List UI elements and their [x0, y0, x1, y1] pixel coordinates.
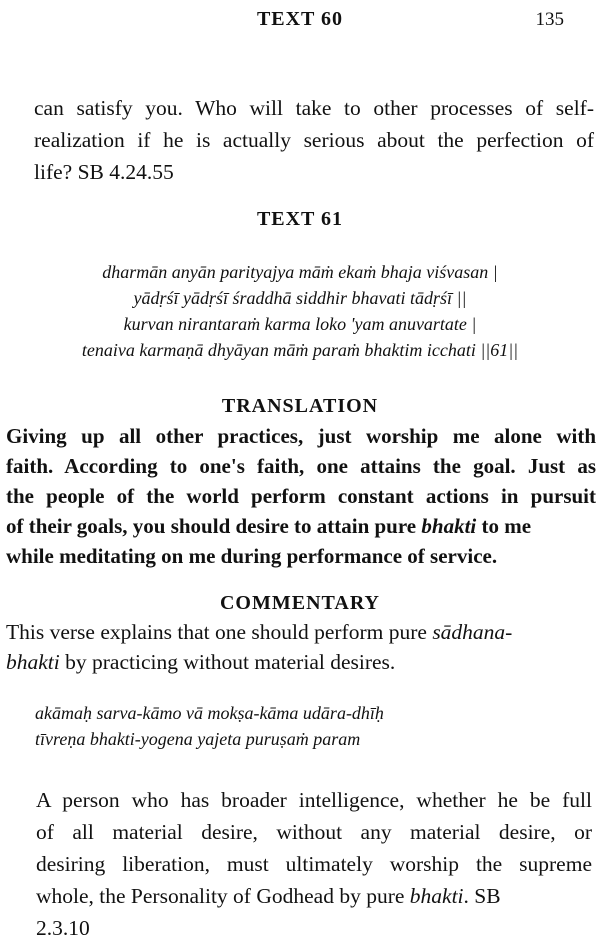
commentary-text: This verse explains that one should perform pure	[6, 620, 433, 644]
commentary-line	[6, 617, 596, 647]
verse-line: dharmān anyān parityajya māṁ ekaṁ bhaja viśvasan |	[102, 262, 498, 282]
commentary-paragraph	[6, 617, 596, 677]
verse-line: yādṛśī yādṛśī śraddhā siddhir bhavati tādṛśī ||	[133, 288, 467, 308]
running-head	[0, 8, 600, 38]
quote-line: akāmaḥ sarva-kāmo vā mokṣa-kāma udāra-dhīḥ	[35, 703, 384, 723]
bhakti-term: bhakti	[6, 650, 60, 674]
continuation-paragraph	[34, 92, 594, 188]
verse-line: tenaiva karmaṇā dhyāyan māṁ paraṁ bhaktim icchati ||61||	[81, 340, 519, 360]
translation-line: faith. According to one's faith, one attains the goal. Just as	[6, 454, 596, 478]
translation-line	[6, 511, 596, 541]
paragraph-line: life? SB 4.24.55	[34, 160, 174, 184]
closing-text: whole, the Personality of Godhead by pure	[36, 884, 410, 908]
closing-line	[36, 880, 592, 912]
translation-line: the people of the world perform constant actions in pursuit	[6, 484, 596, 508]
sadhana-term: sādhana-	[432, 620, 513, 644]
closing-text: . SB	[463, 884, 501, 908]
commentary-heading: COMMENTARY	[219, 592, 381, 614]
translation-text: to me	[476, 514, 532, 538]
running-title: TEXT 60	[256, 8, 344, 30]
closing-line: desiring liberation, must ultimately worship the supreme	[36, 852, 592, 876]
quote-line: tīvreṇa bhakti-yogena yajeta puruṣaṁ param	[35, 729, 361, 749]
closing-paragraph	[36, 784, 592, 944]
translation-heading: TRANSLATION	[221, 395, 379, 417]
closing-line: A person who has broader intelligence, whether he be full	[36, 788, 592, 812]
translation-text: of their goals, you should desire to attain pure	[6, 514, 422, 538]
verse-line: kurvan nirantaraṁ karma loko 'yam anuvartate |	[123, 314, 477, 334]
commentary-text: by practicing without material desires.	[59, 650, 396, 674]
translation-paragraph	[6, 421, 596, 571]
commentary-line	[6, 647, 596, 677]
paragraph-line: can satisfy you. Who will take to other processes of self-	[34, 96, 594, 120]
bhakti-term: bhakti	[421, 514, 477, 538]
page-number: 135	[535, 9, 564, 30]
bhakti-term: bhakti	[409, 884, 464, 908]
closing-line: of all material desire, without any material desire, or	[36, 820, 592, 844]
translation-line: while meditating on me during performance of service.	[6, 544, 498, 568]
closing-line: 2.3.10	[36, 916, 90, 940]
sanskrit-quote	[35, 700, 575, 752]
text-61-heading: TEXT 61	[256, 208, 344, 230]
paragraph-line: realization if he is actually serious about the perfection of	[34, 128, 594, 152]
translation-line: Giving up all other practices, just worship me alone with	[6, 424, 596, 448]
sanskrit-verse	[0, 259, 600, 363]
